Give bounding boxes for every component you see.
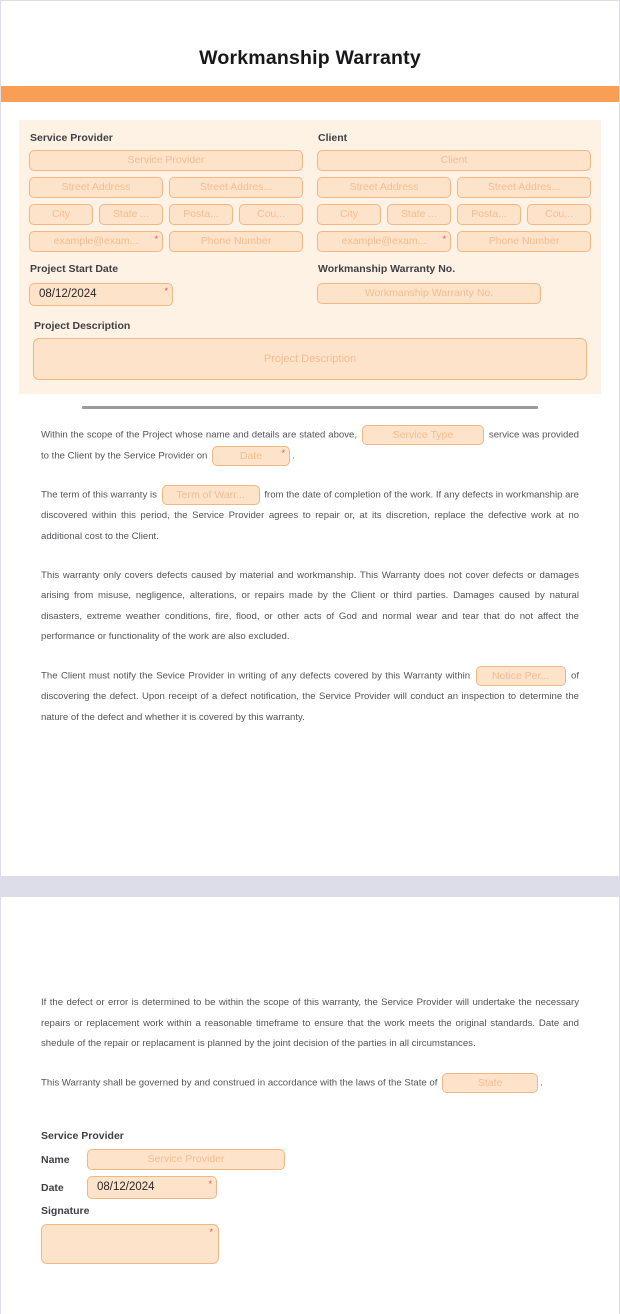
- project-start-date-value: 08/12/2024: [39, 287, 97, 300]
- client-name-input[interactable]: Client: [317, 150, 591, 171]
- service-provider-locality-row: [29, 204, 303, 225]
- client-email-placeholder: example@exam...: [341, 234, 427, 247]
- governing-state-input[interactable]: State: [442, 1073, 538, 1093]
- paragraph-term-text-2: from the date of completion of the work. If any defects in workmanship are discovered within this period, the Service Provider agrees to repair or, at its discretion, replace the defective work at no additional cost to the Client.: [41, 489, 580, 542]
- service-provider-phone-input[interactable]: Phone Number: [169, 231, 303, 252]
- required-asterisk-icon: *: [164, 286, 168, 297]
- service-date-input[interactable]: [212, 446, 290, 466]
- service-date-placeholder: Date: [239, 449, 263, 462]
- paragraph-scope: [41, 425, 579, 467]
- signature-date-value: 08/12/2024: [97, 1180, 155, 1193]
- paragraph-coverage: This warranty only covers defects caused by material and workmanship. This Warranty does not cover defects or damages arising from misuse, negligence, alterations, or repairs made by the Client or third parties. Damages caused by natural disasters, extreme weather conditions, fire, flood, or other acts of God and normal wear and tear that do not affect the performance or functionality of the work are also excluded.: [41, 569, 579, 643]
- paragraph-notice: [41, 666, 579, 728]
- required-asterisk-icon: *: [154, 233, 158, 244]
- page-break-separator: [0, 876, 620, 897]
- client-postal-input[interactable]: Posta...: [457, 204, 521, 225]
- signature-field-label: Signature: [41, 1205, 90, 1218]
- service-provider-street-address-2-input[interactable]: Street Addres...: [169, 177, 303, 198]
- warranty-no-label: Workmanship Warranty No.: [318, 262, 456, 275]
- signature-block: [1, 1094, 619, 1264]
- client-country-input[interactable]: Cou...: [527, 204, 591, 225]
- signature-date-label: Date: [41, 1181, 64, 1194]
- client-address-row: [317, 177, 591, 198]
- signature-name-label: Name: [41, 1153, 70, 1166]
- signature-party-heading: Service Provider: [41, 1130, 124, 1143]
- required-asterisk-icon: *: [208, 1179, 212, 1190]
- paragraph-term: [41, 485, 579, 547]
- project-description-input[interactable]: Project Description: [33, 338, 587, 380]
- notice-period-input[interactable]: Notice Per...: [476, 666, 566, 686]
- document-body-page-2: [1, 897, 619, 1094]
- paragraph-governing-law: [41, 1073, 579, 1094]
- service-provider-city-input[interactable]: City: [29, 204, 93, 225]
- term-of-warranty-input[interactable]: Term of Warr...: [162, 485, 260, 505]
- paragraph-notice-text-1: The Client must notify the Sevice Provider in writing of any defects covered by this Warranty within: [41, 670, 471, 682]
- paragraph-scope-text-2: service was provided to the Client by the Service Provider on: [41, 429, 579, 462]
- signature-name-row: [41, 1149, 579, 1170]
- client-street-address-input[interactable]: Street Address: [317, 177, 451, 198]
- client-phone-input[interactable]: Phone Number: [457, 231, 591, 252]
- paragraph-repairs: If the defect or error is determined to be within the scope of this warranty, the Service Provider will undertake the necessary repairs or replacement work within a reasonable timeframe to ensure that the work meets the original standards. Date and shedule of the repair or replacament is planned by the joint decision of the parties in all circumstances.: [41, 997, 579, 1050]
- warranty-no-input[interactable]: Workmanship Warranty No.: [317, 283, 541, 304]
- signature-name-input[interactable]: Service Provider: [87, 1149, 285, 1170]
- service-provider-column: [29, 132, 303, 306]
- paragraph-scope-text-1: Within the scope of the Project whose name and details are stated above,: [41, 429, 358, 441]
- project-description-label: Project Description: [34, 320, 131, 333]
- service-provider-name-input[interactable]: Service Provider: [29, 150, 303, 171]
- client-street-address-2-input[interactable]: Street Addres...: [457, 177, 591, 198]
- project-start-date-input[interactable]: [29, 283, 173, 306]
- paragraph-scope-text-3: .: [292, 450, 295, 462]
- parties-panel: [19, 120, 601, 394]
- parties-columns: [29, 132, 591, 306]
- paragraph-notice-text-2: of discovering the defect. Upon receipt of a defect notification, the Service Provider will conduct an inspection to determine the nature of the defect and whether it is covered by this warranty.: [41, 670, 579, 723]
- service-provider-heading: Service Provider: [30, 132, 113, 144]
- paragraph-term-text-1: The term of this warranty is: [41, 489, 157, 501]
- signature-canvas[interactable]: [41, 1224, 219, 1264]
- project-start-date-label: Project Start Date: [30, 262, 119, 275]
- client-heading: Client: [318, 132, 348, 144]
- client-city-input[interactable]: City: [317, 204, 381, 225]
- service-provider-postal-input[interactable]: Posta...: [169, 204, 233, 225]
- required-asterisk-icon: *: [209, 1227, 213, 1238]
- signature-date-input[interactable]: [87, 1176, 217, 1199]
- document-body-page-1: [1, 409, 619, 729]
- paragraph-governing-law-text-1: This Warranty shall be governed by and construed in accordance with the laws of the State of: [41, 1077, 438, 1089]
- document-title-area: [1, 1, 619, 86]
- client-email-input[interactable]: [317, 231, 451, 252]
- client-column: [317, 132, 591, 306]
- service-provider-email-input[interactable]: [29, 231, 163, 252]
- section-divider-wrap: [1, 394, 619, 409]
- required-asterisk-icon: *: [442, 233, 446, 244]
- service-provider-state-input[interactable]: State ...: [99, 204, 163, 225]
- service-provider-address-row: [29, 177, 303, 198]
- client-locality-row: [317, 204, 591, 225]
- document-page-2: [0, 897, 620, 1314]
- signature-date-row: [41, 1176, 579, 1199]
- paragraph-governing-law-text-2: .: [540, 1077, 543, 1089]
- service-provider-country-input[interactable]: Cou...: [239, 204, 303, 225]
- project-description-block: [29, 320, 591, 380]
- service-provider-email-placeholder: example@exam...: [53, 234, 139, 247]
- required-asterisk-icon: *: [281, 447, 286, 458]
- client-state-input[interactable]: State ...: [387, 204, 451, 225]
- accent-bar: [1, 86, 619, 102]
- page-title: Workmanship Warranty: [199, 47, 421, 69]
- service-provider-contact-row: [29, 231, 303, 252]
- client-contact-row: [317, 231, 591, 252]
- section-divider: [82, 406, 538, 409]
- service-type-input[interactable]: Service Type: [362, 425, 484, 445]
- service-provider-street-address-input[interactable]: Street Address: [29, 177, 163, 198]
